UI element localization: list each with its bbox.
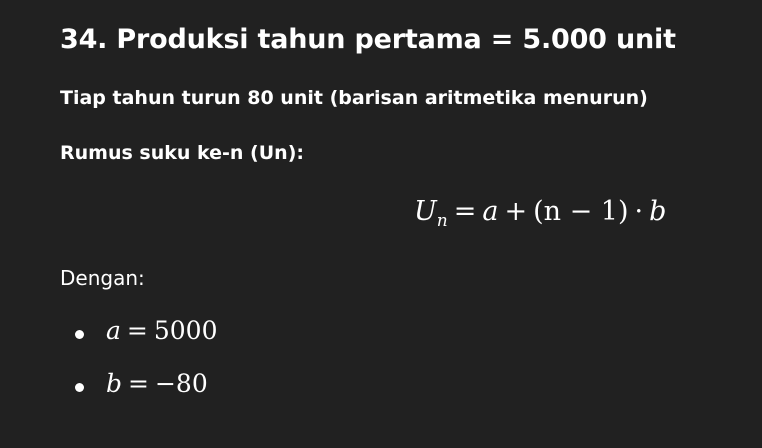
bullet-icon — [75, 330, 84, 339]
definition-equals: = — [126, 316, 148, 345]
section-heading: 34. Produksi tahun pertama = 5.000 unit — [60, 24, 676, 55]
formula-plus: + — [504, 196, 528, 227]
bullet-icon — [75, 383, 84, 392]
formula-b-var: b — [649, 196, 667, 227]
with-label: Dengan: — [60, 266, 145, 290]
formula-equals: = — [453, 196, 477, 227]
definition-var: b — [106, 369, 123, 398]
definition-b — [106, 369, 208, 398]
definition-value: 5000 — [153, 316, 218, 345]
formula-u-subscript: n — [436, 211, 448, 231]
formula-u-var: U — [414, 196, 437, 227]
formula-paren-expr: (n − 1) — [533, 196, 629, 227]
definition-equals: = — [128, 369, 149, 398]
definition-var: a — [106, 316, 121, 345]
formula-dot: · — [634, 196, 644, 227]
nth-term-formula — [414, 196, 667, 231]
formula-a-var: a — [482, 196, 499, 227]
formula-label: Rumus suku ke-n (Un): — [60, 142, 304, 164]
definition-a — [106, 316, 217, 345]
definition-value: −80 — [154, 369, 208, 398]
description-text: Tiap tahun turun 80 unit (barisan aritmetika menurun) — [60, 87, 648, 109]
